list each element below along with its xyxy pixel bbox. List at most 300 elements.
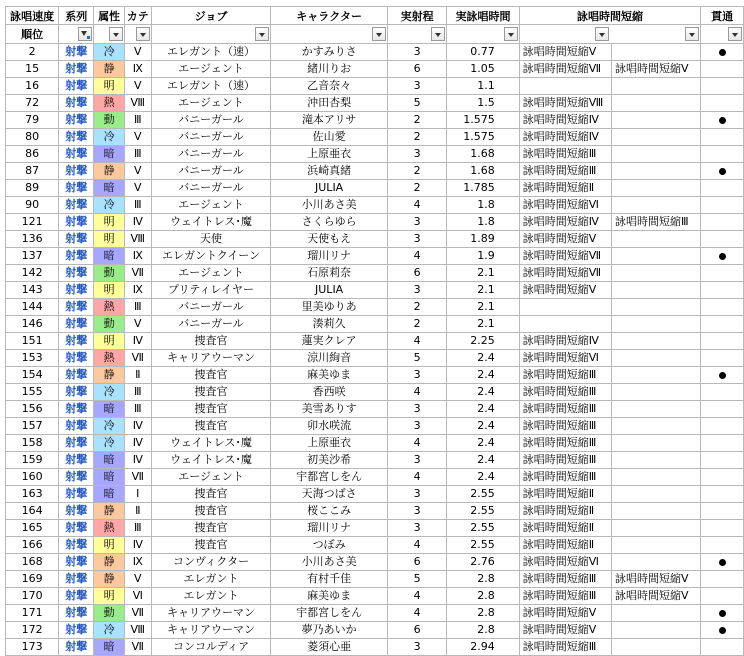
cell-range[interactable]: 4 [388, 384, 447, 401]
cell-series[interactable]: 射撃 [59, 384, 94, 401]
cell-attribute[interactable]: 静 [94, 554, 124, 571]
cell-cast-time[interactable]: 2.1 [447, 282, 519, 299]
cell-range[interactable]: 4 [388, 248, 447, 265]
table-row[interactable] [6, 180, 744, 197]
table-row[interactable] [6, 197, 744, 214]
cell-range[interactable]: 3 [388, 231, 447, 248]
cell-cast-time[interactable]: 2.8 [447, 588, 519, 605]
cell-cast-time[interactable]: 1.8 [447, 214, 519, 231]
table-row[interactable] [6, 571, 744, 588]
cell-category[interactable]: Ⅲ [124, 112, 151, 129]
cell-rank[interactable]: 16 [6, 78, 59, 95]
cell-rank[interactable]: 153 [6, 350, 59, 367]
cell-category[interactable]: Ⅳ [124, 537, 151, 554]
cell-series[interactable]: 射撃 [59, 622, 94, 639]
cell-character[interactable]: 小川あさ美 [271, 197, 388, 214]
cell-reduction-2[interactable] [611, 146, 700, 163]
table-row[interactable] [6, 520, 744, 537]
cell-rank[interactable]: 170 [6, 588, 59, 605]
cell-job[interactable]: ウェイトレス･魔 [151, 435, 270, 452]
cell-job[interactable]: バニーガール [151, 112, 270, 129]
filter-dropdown-icon[interactable] [109, 27, 123, 41]
cell-range[interactable]: 3 [388, 44, 447, 61]
cell-reduction-2[interactable] [611, 605, 700, 622]
cell-reduction-1[interactable]: 詠唱時間短縮Ⅲ [519, 163, 611, 180]
cell-pierce[interactable] [701, 639, 744, 656]
cell-attribute[interactable]: 暗 [94, 486, 124, 503]
cell-attribute[interactable]: 冷 [94, 622, 124, 639]
cell-character[interactable]: 里美ゆりあ [271, 299, 388, 316]
cell-reduction-1[interactable]: 詠唱時間短縮Ⅲ [519, 452, 611, 469]
cell-cast-time[interactable]: 1.8 [447, 197, 519, 214]
cell-pierce[interactable] [701, 605, 744, 622]
cell-reduction-2[interactable] [611, 197, 700, 214]
cell-cast-time[interactable]: 2.1 [447, 316, 519, 333]
cell-job[interactable]: 捜査官 [151, 486, 270, 503]
cell-cast-time[interactable]: 0.77 [447, 44, 519, 61]
table-row[interactable] [6, 61, 744, 78]
cell-character[interactable]: 滝本アリサ [271, 112, 388, 129]
cell-reduction-2[interactable] [611, 112, 700, 129]
cell-attribute[interactable]: 静 [94, 503, 124, 520]
cell-attribute[interactable]: 静 [94, 571, 124, 588]
cell-series[interactable]: 射撃 [59, 231, 94, 248]
cell-reduction-2[interactable] [611, 418, 700, 435]
table-row[interactable] [6, 350, 744, 367]
cell-reduction-1[interactable]: 詠唱時間短縮Ⅴ [519, 282, 611, 299]
cell-series[interactable]: 射撃 [59, 486, 94, 503]
cell-character[interactable]: 緒川りお [271, 61, 388, 78]
cell-series[interactable]: 射撃 [59, 588, 94, 605]
cell-pierce[interactable] [701, 282, 744, 299]
cell-series[interactable]: 射撃 [59, 129, 94, 146]
cell-reduction-2[interactable] [611, 435, 700, 452]
cell-range[interactable]: 3 [388, 503, 447, 520]
cell-reduction-1[interactable] [519, 316, 611, 333]
cell-rank[interactable]: 146 [6, 316, 59, 333]
cell-range[interactable]: 6 [388, 554, 447, 571]
cell-rank[interactable]: 15 [6, 61, 59, 78]
cell-category[interactable]: Ⅲ [124, 384, 151, 401]
cell-range[interactable]: 4 [388, 605, 447, 622]
cell-reduction-2[interactable] [611, 231, 700, 248]
cell-rank[interactable]: 89 [6, 180, 59, 197]
cell-reduction-2[interactable] [611, 639, 700, 656]
cell-cast-time[interactable]: 2.8 [447, 605, 519, 622]
cell-character[interactable]: 麻美ゆま [271, 588, 388, 605]
cell-character[interactable]: 初美沙希 [271, 452, 388, 469]
cell-reduction-1[interactable]: 詠唱時間短縮Ⅲ [519, 571, 611, 588]
cell-job[interactable]: バニーガール [151, 299, 270, 316]
cell-pierce[interactable] [701, 197, 744, 214]
cell-attribute[interactable]: 静 [94, 163, 124, 180]
cell-job[interactable]: 捜査官 [151, 520, 270, 537]
table-row[interactable] [6, 316, 744, 333]
cell-pierce[interactable] [701, 180, 744, 197]
cell-reduction-2[interactable] [611, 78, 700, 95]
cell-pierce[interactable] [701, 554, 744, 571]
cell-cast-time[interactable]: 2.8 [447, 622, 519, 639]
cell-series[interactable]: 射撃 [59, 214, 94, 231]
cell-cast-time[interactable]: 2.55 [447, 503, 519, 520]
table-row[interactable] [6, 214, 744, 231]
cell-job[interactable]: 捜査官 [151, 384, 270, 401]
cell-reduction-1[interactable]: 詠唱時間短縮Ⅶ [519, 248, 611, 265]
cell-category[interactable]: Ⅶ [124, 265, 151, 282]
cell-cast-time[interactable]: 2.4 [447, 469, 519, 486]
cell-series[interactable]: 射撃 [59, 163, 94, 180]
cell-range[interactable]: 2 [388, 316, 447, 333]
cell-job[interactable]: エレガントクイーン [151, 248, 270, 265]
cell-range[interactable]: 3 [388, 418, 447, 435]
table-row[interactable] [6, 78, 744, 95]
cell-series[interactable]: 射撃 [59, 503, 94, 520]
cell-category[interactable]: Ⅱ [124, 367, 151, 384]
cell-series[interactable]: 射撃 [59, 180, 94, 197]
cell-reduction-2[interactable] [611, 248, 700, 265]
cell-character[interactable]: つぼみ [271, 537, 388, 554]
cell-rank[interactable]: 143 [6, 282, 59, 299]
cell-reduction-2[interactable] [611, 486, 700, 503]
filter-dropdown-icon[interactable] [255, 27, 269, 41]
cell-reduction-2[interactable]: 詠唱時間短縮Ⅴ [611, 588, 700, 605]
cell-job[interactable]: 捜査官 [151, 418, 270, 435]
cell-reduction-1[interactable]: 詠唱時間短縮Ⅳ [519, 214, 611, 231]
table-row[interactable] [6, 622, 744, 639]
cell-pierce[interactable] [701, 214, 744, 231]
cell-job[interactable]: エージェント [151, 265, 270, 282]
cell-attribute[interactable]: 暗 [94, 146, 124, 163]
cell-reduction-2[interactable] [611, 180, 700, 197]
cell-reduction-1[interactable]: 詠唱時間短縮Ⅴ [519, 622, 611, 639]
cell-category[interactable]: Ⅳ [124, 333, 151, 350]
table-row[interactable] [6, 384, 744, 401]
cell-rank[interactable]: 159 [6, 452, 59, 469]
table-row[interactable] [6, 537, 744, 554]
cell-reduction-2[interactable] [611, 401, 700, 418]
table-row[interactable] [6, 435, 744, 452]
cell-series[interactable]: 射撃 [59, 333, 94, 350]
cell-range[interactable]: 4 [388, 197, 447, 214]
cell-pierce[interactable] [701, 401, 744, 418]
cell-job[interactable]: コンコルディア [151, 639, 270, 656]
table-row[interactable] [6, 44, 744, 61]
cell-reduction-1[interactable]: 詠唱時間短縮Ⅳ [519, 129, 611, 146]
cell-cast-time[interactable]: 1.9 [447, 248, 519, 265]
cell-range[interactable]: 2 [388, 180, 447, 197]
cell-range[interactable]: 6 [388, 61, 447, 78]
cell-cast-time[interactable]: 2.76 [447, 554, 519, 571]
cell-rank[interactable]: 154 [6, 367, 59, 384]
cell-pierce[interactable] [701, 503, 744, 520]
cell-cast-time[interactable]: 1.5 [447, 95, 519, 112]
cell-rank[interactable]: 79 [6, 112, 59, 129]
cell-rank[interactable]: 171 [6, 605, 59, 622]
cell-reduction-1[interactable]: 詠唱時間短縮Ⅲ [519, 588, 611, 605]
cell-attribute[interactable]: 暗 [94, 452, 124, 469]
cell-character[interactable]: 沖田杏梨 [271, 95, 388, 112]
cell-cast-time[interactable]: 2.55 [447, 537, 519, 554]
cell-attribute[interactable]: 動 [94, 265, 124, 282]
cell-range[interactable]: 3 [388, 520, 447, 537]
cell-character[interactable]: 蓮実クレア [271, 333, 388, 350]
cell-series[interactable]: 射撃 [59, 571, 94, 588]
cell-category[interactable]: Ⅶ [124, 350, 151, 367]
cell-category[interactable]: Ⅳ [124, 452, 151, 469]
cell-range[interactable]: 4 [388, 588, 447, 605]
cell-rank[interactable]: 72 [6, 95, 59, 112]
cell-character[interactable]: 美雪ありす [271, 401, 388, 418]
filter-dropdown-icon[interactable] [431, 27, 445, 41]
cell-category[interactable]: Ⅷ [124, 95, 151, 112]
cell-attribute[interactable]: 暗 [94, 469, 124, 486]
cell-reduction-2[interactable]: 詠唱時間短縮Ⅲ [611, 214, 700, 231]
cell-rank[interactable]: 158 [6, 435, 59, 452]
cell-series[interactable]: 射撃 [59, 469, 94, 486]
cell-category[interactable]: Ⅲ [124, 299, 151, 316]
cell-range[interactable]: 3 [388, 401, 447, 418]
cell-reduction-1[interactable]: 詠唱時間短縮Ⅱ [519, 503, 611, 520]
table-row[interactable] [6, 299, 744, 316]
cell-range[interactable]: 2 [388, 299, 447, 316]
cell-rank[interactable]: 168 [6, 554, 59, 571]
cell-series[interactable]: 射撃 [59, 350, 94, 367]
filter-dropdown-icon[interactable] [504, 27, 518, 41]
cell-reduction-2[interactable] [611, 384, 700, 401]
cell-category[interactable]: Ⅴ [124, 78, 151, 95]
cell-character[interactable]: 上原亜衣 [271, 146, 388, 163]
cell-cast-time[interactable]: 2.4 [447, 418, 519, 435]
cell-reduction-1[interactable]: 詠唱時間短縮Ⅶ [519, 61, 611, 78]
cell-rank[interactable]: 137 [6, 248, 59, 265]
cell-rank[interactable]: 121 [6, 214, 59, 231]
table-row[interactable] [6, 503, 744, 520]
table-row[interactable] [6, 146, 744, 163]
cell-job[interactable]: エージェント [151, 469, 270, 486]
cell-pierce[interactable] [701, 571, 744, 588]
cell-rank[interactable]: 144 [6, 299, 59, 316]
cell-pierce[interactable] [701, 469, 744, 486]
cell-series[interactable]: 射撃 [59, 537, 94, 554]
cell-category[interactable]: Ⅸ [124, 61, 151, 78]
cell-range[interactable]: 4 [388, 333, 447, 350]
cell-rank[interactable]: 87 [6, 163, 59, 180]
cell-reduction-1[interactable]: 詠唱時間短縮Ⅵ [519, 350, 611, 367]
cell-reduction-2[interactable] [611, 129, 700, 146]
cell-pierce[interactable] [701, 316, 744, 333]
cell-job[interactable]: 捜査官 [151, 367, 270, 384]
cell-job[interactable]: エレガント [151, 571, 270, 588]
table-row[interactable] [6, 554, 744, 571]
filter-dropdown-icon[interactable] [372, 27, 386, 41]
cell-category[interactable]: Ⅶ [124, 639, 151, 656]
cell-reduction-1[interactable] [519, 78, 611, 95]
cell-character[interactable]: JULIA [271, 282, 388, 299]
cell-reduction-1[interactable]: 詠唱時間短縮Ⅶ [519, 265, 611, 282]
cell-reduction-2[interactable] [611, 503, 700, 520]
cell-reduction-2[interactable] [611, 44, 700, 61]
cell-category[interactable]: Ⅴ [124, 316, 151, 333]
table-row[interactable] [6, 588, 744, 605]
cell-range[interactable]: 3 [388, 367, 447, 384]
filter-dropdown-icon[interactable] [136, 27, 150, 41]
cell-rank[interactable]: 173 [6, 639, 59, 656]
cell-character[interactable]: 夢乃あいか [271, 622, 388, 639]
cell-reduction-1[interactable]: 詠唱時間短縮Ⅵ [519, 197, 611, 214]
table-row[interactable] [6, 605, 744, 622]
cell-job[interactable]: 捜査官 [151, 401, 270, 418]
cell-cast-time[interactable]: 1.05 [447, 61, 519, 78]
cell-job[interactable]: バニーガール [151, 163, 270, 180]
cell-pierce[interactable] [701, 44, 744, 61]
cell-character[interactable]: 瑠川リナ [271, 520, 388, 537]
cell-job[interactable]: エージェント [151, 95, 270, 112]
cell-pierce[interactable] [701, 384, 744, 401]
cell-series[interactable]: 射撃 [59, 605, 94, 622]
cell-reduction-2[interactable] [611, 333, 700, 350]
cell-attribute[interactable]: 静 [94, 367, 124, 384]
table-row[interactable] [6, 265, 744, 282]
cell-pierce[interactable] [701, 622, 744, 639]
cell-pierce[interactable] [701, 248, 744, 265]
cell-series[interactable]: 射撃 [59, 401, 94, 418]
cell-character[interactable]: 乙音奈々 [271, 78, 388, 95]
cell-rank[interactable]: 155 [6, 384, 59, 401]
cell-attribute[interactable]: 暗 [94, 180, 124, 197]
cell-cast-time[interactable]: 2.94 [447, 639, 519, 656]
cell-job[interactable]: エージェント [151, 197, 270, 214]
cell-rank[interactable]: 80 [6, 129, 59, 146]
cell-attribute[interactable]: 冷 [94, 435, 124, 452]
cell-pierce[interactable] [701, 146, 744, 163]
cell-category[interactable]: Ⅰ [124, 486, 151, 503]
cell-pierce[interactable] [701, 265, 744, 282]
cell-series[interactable]: 射撃 [59, 197, 94, 214]
cell-reduction-1[interactable]: 詠唱時間短縮Ⅲ [519, 435, 611, 452]
cell-pierce[interactable] [701, 367, 744, 384]
cell-character[interactable]: 佐山愛 [271, 129, 388, 146]
cell-attribute[interactable]: 冷 [94, 129, 124, 146]
cell-cast-time[interactable]: 1.89 [447, 231, 519, 248]
cell-job[interactable]: バニーガール [151, 180, 270, 197]
cell-reduction-2[interactable] [611, 350, 700, 367]
cell-category[interactable]: Ⅶ [124, 469, 151, 486]
cell-cast-time[interactable]: 2.4 [447, 401, 519, 418]
cell-attribute[interactable]: 冷 [94, 384, 124, 401]
cell-reduction-1[interactable]: 詠唱時間短縮Ⅱ [519, 520, 611, 537]
cell-reduction-2[interactable] [611, 520, 700, 537]
table-row[interactable] [6, 163, 744, 180]
cell-reduction-2[interactable] [611, 95, 700, 112]
cell-series[interactable]: 射撃 [59, 265, 94, 282]
cell-pierce[interactable] [701, 299, 744, 316]
cell-attribute[interactable]: 動 [94, 112, 124, 129]
cell-reduction-1[interactable]: 詠唱時間短縮Ⅱ [519, 486, 611, 503]
cell-character[interactable]: 香西咲 [271, 384, 388, 401]
cell-series[interactable]: 射撃 [59, 367, 94, 384]
cell-category[interactable]: Ⅸ [124, 282, 151, 299]
cell-cast-time[interactable]: 1.785 [447, 180, 519, 197]
cell-reduction-2[interactable] [611, 163, 700, 180]
cell-range[interactable]: 4 [388, 435, 447, 452]
cell-attribute[interactable]: 熱 [94, 95, 124, 112]
cell-range[interactable]: 5 [388, 95, 447, 112]
cell-range[interactable]: 3 [388, 452, 447, 469]
cell-job[interactable]: ウェイトレス･魔 [151, 452, 270, 469]
cell-character[interactable]: 宇都宮しをん [271, 605, 388, 622]
cell-reduction-1[interactable]: 詠唱時間短縮Ⅷ [519, 95, 611, 112]
cell-reduction-1[interactable]: 詠唱時間短縮Ⅱ [519, 537, 611, 554]
cell-rank[interactable]: 156 [6, 401, 59, 418]
cell-category[interactable]: Ⅵ [124, 588, 151, 605]
table-row[interactable] [6, 469, 744, 486]
cell-cast-time[interactable]: 1.68 [447, 146, 519, 163]
cell-cast-time[interactable]: 2.1 [447, 265, 519, 282]
cell-rank[interactable]: 163 [6, 486, 59, 503]
cell-category[interactable]: Ⅷ [124, 231, 151, 248]
cell-attribute[interactable]: 暗 [94, 639, 124, 656]
cell-reduction-1[interactable]: 詠唱時間短縮Ⅲ [519, 418, 611, 435]
cell-job[interactable]: エレガント（速） [151, 78, 270, 95]
cell-pierce[interactable] [701, 452, 744, 469]
cell-range[interactable]: 2 [388, 163, 447, 180]
cell-reduction-2[interactable] [611, 537, 700, 554]
cell-range[interactable]: 6 [388, 622, 447, 639]
cell-attribute[interactable]: 明 [94, 282, 124, 299]
cell-range[interactable]: 3 [388, 639, 447, 656]
cell-series[interactable]: 射撃 [59, 452, 94, 469]
cell-cast-time[interactable]: 2.4 [447, 435, 519, 452]
cell-reduction-1[interactable]: 詠唱時間短縮Ⅱ [519, 180, 611, 197]
table-row[interactable] [6, 248, 744, 265]
cell-cast-time[interactable]: 2.8 [447, 571, 519, 588]
cell-cast-time[interactable]: 2.4 [447, 367, 519, 384]
cell-pierce[interactable] [701, 486, 744, 503]
cell-reduction-1[interactable]: 詠唱時間短縮Ⅴ [519, 605, 611, 622]
cell-character[interactable]: 卯水咲流 [271, 418, 388, 435]
cell-rank[interactable]: 165 [6, 520, 59, 537]
cell-character[interactable]: 小川あさ美 [271, 554, 388, 571]
cell-rank[interactable]: 157 [6, 418, 59, 435]
cell-series[interactable]: 射撃 [59, 435, 94, 452]
cell-pierce[interactable] [701, 588, 744, 605]
cell-job[interactable]: バニーガール [151, 146, 270, 163]
cell-category[interactable]: Ⅸ [124, 554, 151, 571]
table-row[interactable] [6, 486, 744, 503]
cell-reduction-2[interactable] [611, 316, 700, 333]
cell-cast-time[interactable]: 1.1 [447, 78, 519, 95]
cell-pierce[interactable] [701, 333, 744, 350]
cell-attribute[interactable]: 明 [94, 214, 124, 231]
cell-cast-time[interactable]: 2.55 [447, 486, 519, 503]
cell-rank[interactable]: 160 [6, 469, 59, 486]
cell-character[interactable]: 有村千佳 [271, 571, 388, 588]
cell-range[interactable]: 5 [388, 350, 447, 367]
cell-range[interactable]: 3 [388, 146, 447, 163]
cell-reduction-1[interactable] [519, 299, 611, 316]
cell-reduction-1[interactable]: 詠唱時間短縮Ⅲ [519, 146, 611, 163]
filter-dropdown-icon[interactable] [595, 27, 609, 41]
table-row[interactable] [6, 401, 744, 418]
filter-dropdown-icon[interactable] [685, 27, 699, 41]
table-row[interactable] [6, 231, 744, 248]
cell-series[interactable]: 射撃 [59, 282, 94, 299]
cell-character[interactable]: 湊莉久 [271, 316, 388, 333]
cell-job[interactable]: 天使 [151, 231, 270, 248]
cell-range[interactable]: 3 [388, 486, 447, 503]
cell-pierce[interactable] [701, 163, 744, 180]
cell-range[interactable]: 6 [388, 265, 447, 282]
